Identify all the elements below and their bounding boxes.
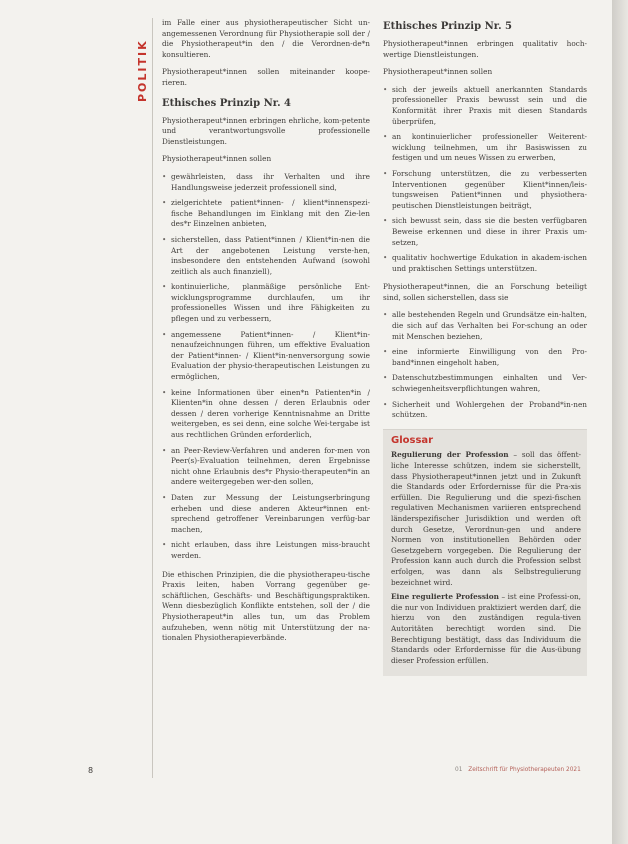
list-item: • an Peer-Review-Verfahren und anderen for-men von Peer(s)-Evaluation teilnehmen, deren Ergebnisse nicht ohne Erlaubnis des*r Physio-therapeuten*in an andere weitergegeben wer-den sollen, [162, 446, 370, 488]
list-item: • keine Informationen über einen*n Patienten*in / Klienten*in ohne dessen / deren Erlaubnis oder dessen / deren vorherige Kenntnisnahme an Dritte weitergeben, es sei denn, eine solche Wei-tergabe ist aus rechtlichen Gründen erforderlich, [162, 388, 370, 441]
bullet-list [383, 85, 587, 275]
glossary-term: Regulierung der Profession [391, 450, 509, 460]
side-divider [152, 18, 153, 778]
paragraph: Die ethischen Prinzipien, die die physiotherapeu-tische Praxis leiten, haben Vorrang gegenüber ge-schäftlichen, Geschäfts- und Beschäftigungspraktiken. Wenn diesbezüglich Konflikte entstehen, soll der / die Physiotherapeut*in alles tun, um das Problem aufzuheben, wenn nötig mit Unterstützung der na-tionalen Physiotherapieverbände. [162, 569, 370, 643]
bullet-list [383, 310, 587, 420]
glossary-definition: – soll das öffent-liche Interesse schützen, indem sie sicherstellt, dass Physiotherapeut*innen jetzt und in Zukunft die Standards oder Erfordernisse für die Pra-xis erfüllen. Die Regulierung und die spezi-fischen regulativen Mechanismen variieren entsprechend länderspezifischer Jurisdiktion und werden oft durch Gesetze, Verordnun-gen und andere Normen von institutionellen Behörden oder Gesetzgebern vorgegeben. Die Regulierung der Profession kann auch durch die Profession selbst erfolgen, was dann als Selbstregulierung bezeichnet wird. [391, 450, 582, 587]
list-item: • sich der jeweils aktuell anerkannten Standards professioneller Praxis bewusst sein und die Konformität ihrer Praxis mit diesen Standards überprüfen, [383, 85, 587, 127]
list-item: • kontinuierliche, planmäßige persönliche Ent-wicklungsprogramme durchlaufen, um ihr professionelles Wissen und ihre Fähigkeiten zu pflegen und zu verbessern, [162, 282, 370, 324]
left-column [162, 18, 370, 651]
paragraph: Physiotherapeut*innen sollen miteinander koope-rieren. [162, 67, 370, 87]
bullet-list [162, 172, 370, 562]
list-item: • Daten zur Messung der Leistungserbringung erheben und diese anderen Akteur*innen ent-sprechend getroffener Vereinbarungen verfüg-bar machen, [162, 493, 370, 535]
list-item: • nicht erlauben, dass ihre Leistungen miss-braucht werden. [162, 540, 370, 561]
list-item: • angemessene Patient*innen- / Klient*in-nenaufzeichnungen führen, um effektive Evaluation der Patient*innen- / Klient*in-nenversorgung sowie Evaluation der physio-therapeutischen Leistungen zu ermöglichen, [162, 330, 370, 383]
list-item: • gewährleisten, dass ihr Verhalten und ihre Handlungsweise jederzeit professionell sind, [162, 172, 370, 193]
list-item: • Sicherheit und Wohlergehen der Proband*in-nen schützen. [383, 400, 587, 421]
list-item: • eine informierte Einwilligung von den Pro-band*innen eingeholt haben, [383, 347, 587, 368]
list-item: • zielgerichtete patient*innen- / klient*innenspezi-fische Behandlungen im Einklang mit den Zie-len des*r Einzelnen anbieten, [162, 198, 370, 230]
footer-year: 2021 [566, 767, 581, 773]
paragraph: im Falle einer aus physiotherapeutischer Sicht un-angemessenen Verordnung für Physiotherapie soll der / die Physiotherapeut*in den / die Verordnen-de*n konsultieren. [162, 18, 370, 59]
heading-principle-5: Ethisches Prinzip Nr. 5 [383, 21, 512, 32]
glossary-term: Eine regulierte Profession [391, 592, 499, 602]
glossary-definition: – ist eine Professi-on, die nur von Individuen praktiziert werden darf, die hierzu von den zuständigen regula-tiven Autoritäten berechtigt worden sind. Die Berechtigung bestätigt, dass das Individuum die Standards oder Erfordernisse für die Aus-übung dieser Profession erfüllen. [391, 592, 581, 665]
list-item: • Forschung unterstützen, die zu verbesserten Interventionen gegenüber Klient*innen/leis-tungsweisen Patient*innen und physiothera-peutischen Dienstleistungen beiträgt, [383, 169, 587, 211]
section-label: POLITIK [136, 39, 149, 102]
list-item: • sich bewusst sein, dass sie die besten verfügbaren Beweise erkennen und diese in ihrer Praxis um-setzen, [383, 216, 587, 248]
glossary-entry [391, 450, 581, 588]
list-item: • alle bestehenden Regeln und Grundsätze ein-halten, die sich auf das Verhalten bei For-schung an oder mit Menschen beziehen, [383, 310, 587, 342]
list-item: • qualitativ hochwertige Edukation in akadem-ischen und praktischen Settings unterstützen. [383, 253, 587, 274]
list-item: • an kontinuierlicher professioneller Weiterent-wicklung teilnehmen, um ihr Basiswissen zu festigen und um neues Wissen zu erwerben, [383, 132, 587, 164]
paragraph: Physiotherapeut*innen sollen [162, 154, 272, 164]
footer-journal-title: Zeitschrift für Physiotherapeuten [468, 767, 565, 773]
paragraph: Physiotherapeut*innen erbringen ehrliche, kom-petente und verantwortungsvolle professionelle Dienstleistungen. [162, 115, 370, 146]
glossary-title: Glossar [391, 434, 434, 446]
list-item: • sicherstellen, dass Patient*innen / Klient*in-nen die Art der angebotenen Leistung verste-hen, insbesondere den entstehenden Aufwand (sowohl zeitlich als auch finanziell), [162, 235, 370, 277]
paragraph: Physiotherapeut*innen sollen [383, 67, 493, 77]
footer-issue-number: 01 [455, 767, 463, 773]
paragraph: Physiotherapeut*innen, die an Forschung beteiligt sind, sollen sicherstellen, dass sie [383, 282, 587, 302]
list-item: • Datenschutzbestimmungen einhalten und Ver-schwiegenheitsverpflichtungen wahren, [383, 373, 587, 394]
page-edge [612, 0, 628, 844]
page-number: 8 [88, 766, 94, 775]
heading-principle-4: Ethisches Prinzip Nr. 4 [162, 97, 291, 109]
paragraph: Physiotherapeut*innen erbringen qualitativ hoch-wertige Dienstleistungen. [383, 39, 587, 59]
glossary-entry [391, 592, 581, 666]
footer [455, 767, 581, 773]
glossary-box [383, 429, 587, 676]
right-column [383, 18, 587, 676]
